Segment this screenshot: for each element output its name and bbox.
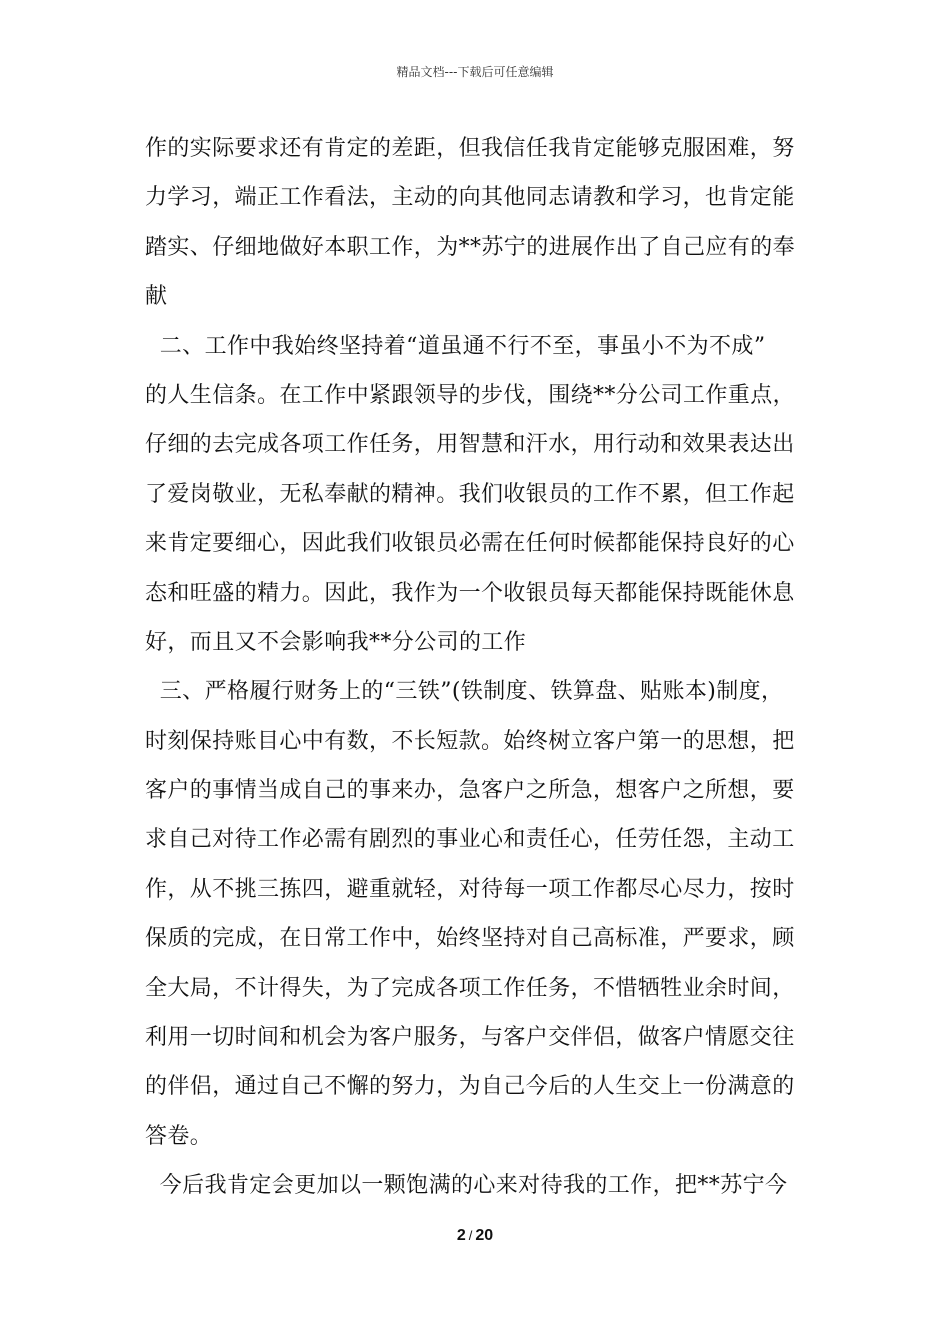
text-line: 保质的完成，在日常工作中，始终坚持对自己高标准，严要求，顾 xyxy=(145,926,795,952)
document-body xyxy=(145,124,810,1211)
current-page: 2 xyxy=(456,1227,466,1244)
text-line: 时刻保持账目心中有数，不长短款。始终树立客户第一的思想，把 xyxy=(145,728,795,754)
text-line: 力学习，端正工作看法，主动的向其他同志请教和学习，也肯定能 xyxy=(145,185,795,211)
page-header: 精品文档---下载后可任意编辑 xyxy=(396,65,554,79)
text-line: 来肯定要细心，因此我们收银员必需在任何时候都能保持良好的心 xyxy=(145,531,795,557)
page-number xyxy=(0,1226,950,1246)
text-line: 献 xyxy=(145,284,168,310)
text-line: 求自己对待工作必需有剧烈的事业心和责任心，任劳任怨，主动工 xyxy=(145,827,795,853)
page-separator: / xyxy=(468,1228,473,1243)
text-line: 全大局，不计得失，为了完成各项工作任务，不惜牺牲业余时间， xyxy=(145,975,795,1001)
text-line: 客户的事情当成自己的事来办，急客户之所急，想客户之所想，要 xyxy=(145,778,795,804)
text-line: 好，而且又不会影响我**分公司的工作 xyxy=(145,629,527,655)
text-line: 二、工作中我始终坚持着“道虽通不行不至，事虽小不为不成” xyxy=(145,333,766,359)
text-line: 作的实际要求还有肯定的差距，但我信任我肯定能够克服困难，努 xyxy=(145,136,795,161)
text-line: 三、严格履行财务上的“三铁”(铁制度、铁算盘、贴账本)制度， xyxy=(145,679,784,705)
text-line: 答卷。 xyxy=(145,1123,213,1149)
text-line: 利用一切时间和机会为客户服务，与客户交伴侣，做客户情愿交往 xyxy=(145,1025,795,1051)
total-pages: 20 xyxy=(475,1227,494,1244)
text-line: 了爱岗敬业，无私奉献的精神。我们收银员的工作不累，但工作起 xyxy=(145,481,795,507)
text-line: 的人生信条。在工作中紧跟领导的步伐，围绕**分公司工作重点， xyxy=(145,382,796,408)
text-line: 踏实、仔细地做好本职工作，为**苏宁的进展作出了自己应有的奉 xyxy=(145,234,796,260)
text-line: 今后我肯定会更加以一颗饱满的心来对待我的工作，把**苏宁今 xyxy=(145,1173,788,1199)
text-line: 态和旺盛的精力。因此，我作为一个收银员每天都能保持既能休息 xyxy=(145,580,795,606)
text-line: 仔细的去完成各项工作任务，用智慧和汗水，用行动和效果表达出 xyxy=(145,432,795,458)
text-line: 作，从不挑三拣四，避重就轻，对待每一项工作都尽心尽力，按时 xyxy=(145,876,795,902)
text-line: 的伴侣，通过自己不懈的努力，为自己今后的人生交上一份满意的 xyxy=(145,1074,795,1100)
